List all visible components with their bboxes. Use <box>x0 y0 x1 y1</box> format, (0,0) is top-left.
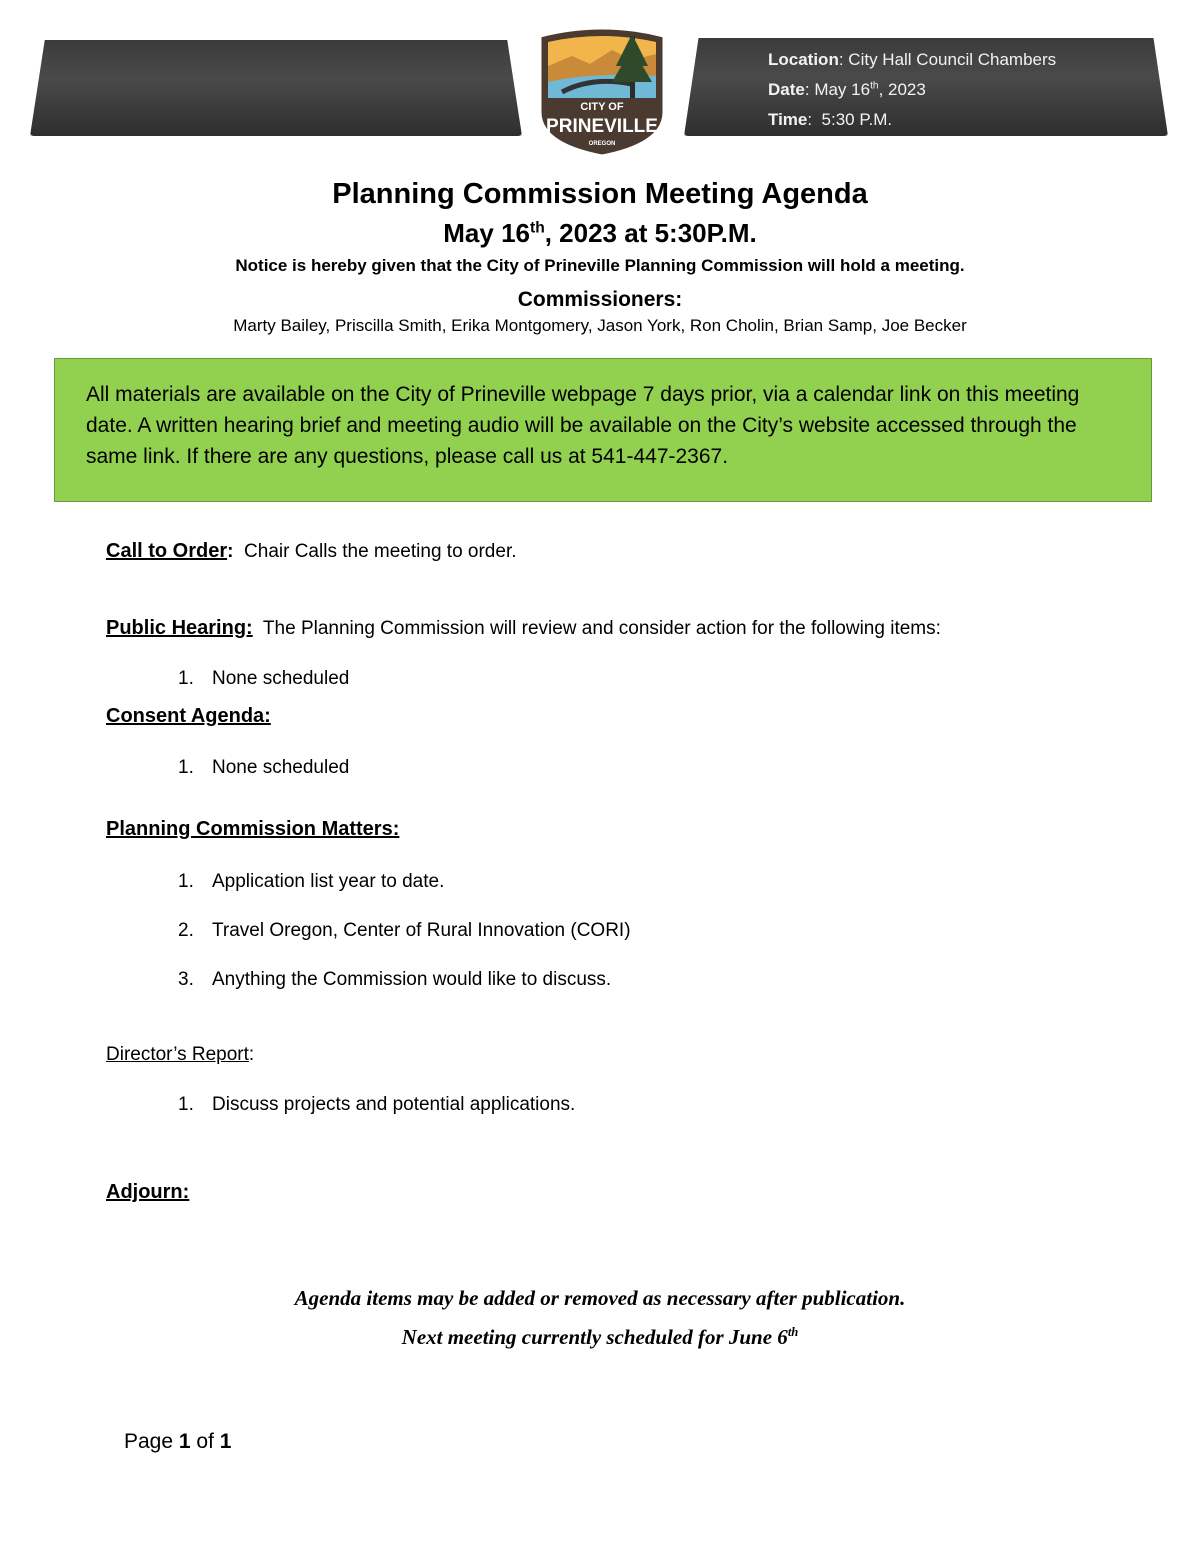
public-hearing-text: The Planning Commission will review and consider action for the following items: <box>262 618 941 639</box>
page-title: Planning Commission Meeting Agenda <box>332 178 868 210</box>
call-to-order-section: Call to Order: Chair Calls the meeting to order. <box>106 540 517 562</box>
commissioners-list: Marty Bailey, Priscilla Smith, Erika Montgomery, Jason York, Ron Cholin, Brian Samp, Joe Becker <box>233 316 967 335</box>
adjourn-section <box>106 1181 189 1204</box>
commissioners-heading: Commissioners: <box>517 288 683 311</box>
materials-info-text: All materials are available on the City of Prineville webpage 7 days prior, via a calendar link on this meeting date. A written hearing brief and meeting audio will be available on the City’s website accessed through the same link. If there are any questions, please call us at 541-447-2367. <box>86 383 1080 468</box>
agenda-change-note: Agenda items may be added or removed as necessary after publication. <box>294 1286 906 1310</box>
list-item: 1. Application list year to date. <box>178 871 445 892</box>
location-value: City Hall Council Chambers <box>848 50 1057 69</box>
time-label: Time <box>768 110 808 129</box>
call-to-order-text: Chair Calls the meeting to order. <box>244 541 517 562</box>
consent-agenda-heading: Consent Agenda: <box>106 705 271 727</box>
directors-report-section: Director’s Report: <box>106 1044 255 1065</box>
date-row: Date: May 16th, 2023 <box>768 80 926 99</box>
date-label: Date <box>768 80 805 99</box>
time-row: Time: 5:30 P.M. <box>768 110 893 129</box>
location-row: Location: City Hall Council Chambers <box>768 50 1057 69</box>
materials-info-box <box>54 358 1152 502</box>
list-item: 2. Travel Oregon, Center of Rural Innovation (CORI) <box>178 920 631 941</box>
public-hearing-section <box>106 617 941 640</box>
header-banner-left <box>30 40 522 136</box>
city-logo <box>532 26 672 158</box>
list-item: 1. None scheduled <box>178 757 350 778</box>
public-hearing-heading: Public Hearing: <box>106 617 253 639</box>
time-value: 5:30 P.M. <box>821 110 893 129</box>
next-meeting-note: Next meeting currently scheduled for June 6th <box>401 1325 799 1349</box>
commission-matters-section <box>106 818 399 841</box>
consent-agenda-section <box>106 705 271 728</box>
call-to-order-heading: Call to Order <box>106 540 228 562</box>
meeting-info <box>768 48 1056 138</box>
logo-line3: OREGON <box>588 141 616 147</box>
list-item: 3. Anything the Commission would like to discuss. <box>178 969 612 990</box>
meeting-notice: Notice is hereby given that the City of Prineville Planning Commission will hold a meeting. <box>235 256 965 275</box>
list-item: 1. None scheduled <box>178 668 350 689</box>
logo-line1: CITY OF <box>580 101 624 113</box>
adjourn-heading: Adjourn: <box>106 1181 190 1203</box>
directors-report-heading: Director’s Report <box>106 1044 249 1065</box>
page-number: Page 1 of 1 <box>124 1430 232 1453</box>
commission-matters-heading: Planning Commission Matters: <box>106 818 400 840</box>
location-label: Location <box>768 50 839 69</box>
list-item: 1. Discuss projects and potential applications. <box>178 1094 576 1115</box>
logo-line2: PRINEVILLE <box>546 116 658 137</box>
date-value: May 16th, 2023 <box>814 80 926 99</box>
meeting-datetime: May 16th, 2023 at 5:30P.M. <box>443 218 757 248</box>
